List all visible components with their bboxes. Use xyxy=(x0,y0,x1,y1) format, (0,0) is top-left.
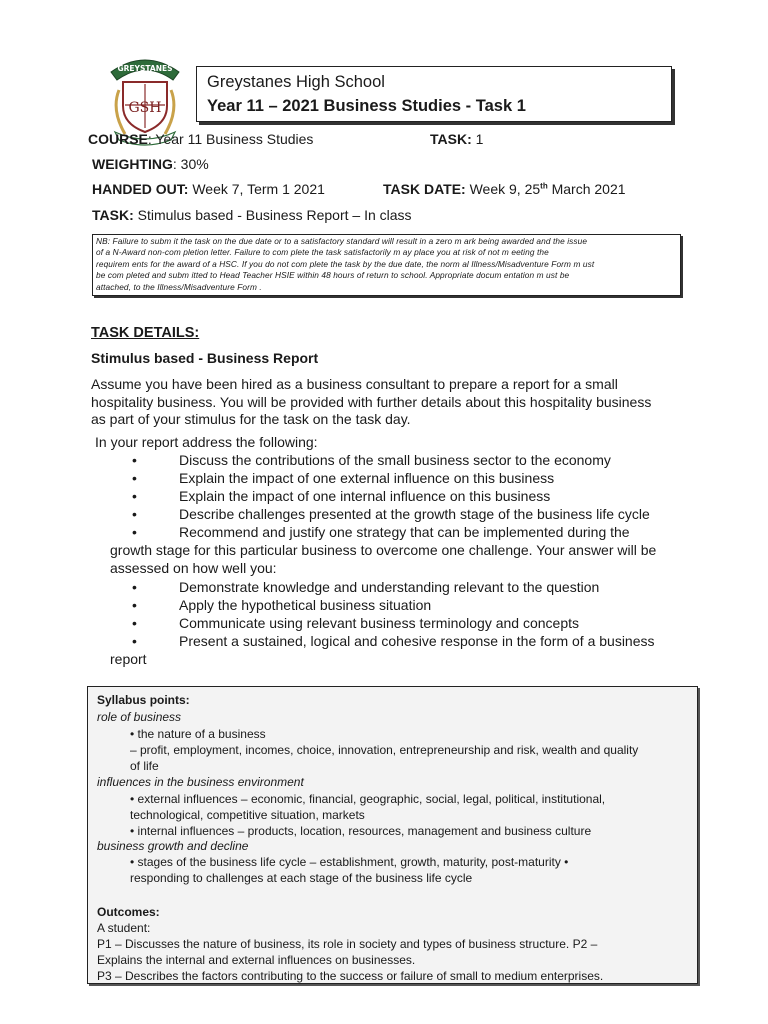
nb-line: NB: Failure to subm it the task on the due date or to a satisfactory standard will result in a zero m ark being awarded and the issue xyxy=(96,236,588,246)
intro-line: Assume you have been hired as a business consultant to prepare a report for a small xyxy=(91,376,618,392)
bullet-icon: • xyxy=(132,452,137,468)
weighting-value: : 30% xyxy=(172,156,209,172)
outcome-line: P3 – Describes the factors contributing to the success or failure of small to medium enterprises. xyxy=(97,969,604,983)
svg-text:GREYSTANES: GREYSTANES xyxy=(117,64,173,73)
course-value: : Year 11 Business Studies xyxy=(147,131,314,147)
task-details-heading: TASK DETAILS: xyxy=(91,325,200,341)
syllabus-point: • the nature of a business xyxy=(130,727,266,741)
intro-line: as part of your stimulus for the task on the task day. xyxy=(91,411,411,427)
syllabus-point: of life xyxy=(130,759,159,773)
bullet-icon: • xyxy=(132,506,137,522)
nb-line: requirem ents for the award of a HSC. If you do not com plete the task by the due date, the norm al Illness/Misadventure Form m ust xyxy=(96,258,595,269)
outcome-line: A student: xyxy=(97,921,151,935)
nb-line: be com pleted and subm itted to Head Teacher HSIE within 48 hours of return to school. Appropriate docum entation m ust be xyxy=(96,270,570,281)
weighting-row xyxy=(92,156,209,172)
handed-out-value: Week 7, Term 1 2021 xyxy=(188,181,325,197)
bullet-icon: • xyxy=(132,579,137,595)
task-date-suffix: th xyxy=(540,181,548,191)
header-box xyxy=(196,66,672,122)
task-title: Year 11 – 2021 Business Studies - Task 1 xyxy=(207,97,526,115)
task-number-label: TASK: xyxy=(430,131,472,147)
task-type-value: Stimulus based - Business Report – In class xyxy=(133,207,412,223)
outcomes-heading: Outcomes: xyxy=(97,905,160,919)
nb-line: attached, to the Illness/Misadventure Form . xyxy=(96,281,262,292)
intro-paragraph xyxy=(91,376,681,429)
criteria-continuation: report xyxy=(110,651,147,667)
task-date-month: March 2021 xyxy=(547,181,626,197)
syllabus-topic: role of business xyxy=(97,710,182,724)
weighting-label: WEIGHTING xyxy=(92,156,173,172)
bullet-icon: • xyxy=(132,488,137,504)
school-name: Greystanes High School xyxy=(207,73,385,91)
handed-out-row xyxy=(92,181,325,197)
course-label: COURSE xyxy=(88,131,148,147)
bullet-icon: • xyxy=(132,470,137,486)
intro-line: hospitality business. You will be provided with further details about this hospitality business xyxy=(91,393,652,410)
syllabus-topic: influences in the business environment xyxy=(97,775,304,789)
bullet-icon: • xyxy=(132,597,137,613)
syllabus-topic: business growth and decline xyxy=(97,839,249,853)
outcome-line: P1 – Discusses the nature of business, its role in society and types of business structure. P2 – xyxy=(97,937,598,951)
task-number-row xyxy=(430,131,483,147)
task-date-row xyxy=(383,181,626,197)
handed-out-label: HANDED OUT: xyxy=(92,181,189,197)
syllabus-heading: Syllabus points: xyxy=(97,693,190,707)
syllabus-box xyxy=(87,686,698,984)
bullet-icon: • xyxy=(132,524,137,540)
nb-line: of a N-Award non-com pletion letter. Failure to com plete the task satisfactorily m ay place you at risk of not m eeting the xyxy=(96,247,549,258)
svg-text:GSH: GSH xyxy=(128,100,162,116)
syllabus-point: • stages of the business life cycle – establishment, growth, maturity, post-maturity • xyxy=(130,855,569,869)
outcome-line: Explains the internal and external influences on businesses. xyxy=(97,953,416,967)
requirement-continuation: growth stage for this particular business to overcome one challenge. Your answer will be assessed on how well you: xyxy=(110,542,657,576)
task-date-label: TASK DATE: xyxy=(383,181,466,197)
course-row xyxy=(88,131,313,147)
nb-notice xyxy=(92,234,681,296)
syllabus-point: responding to challenges at each stage of the business life cycle xyxy=(130,871,473,885)
bullet-icon: • xyxy=(132,615,137,631)
syllabus-point: • internal influences – products, location, resources, management and business culture xyxy=(130,824,592,838)
task-type-label: TASK: xyxy=(92,207,134,223)
syllabus-point: • external influences – economic, financial, geographic, social, legal, political, institutional, xyxy=(130,792,606,806)
task-type-row xyxy=(92,207,412,223)
syllabus-point: technological, competitive situation, markets xyxy=(130,808,365,822)
stimulus-heading: Stimulus based - Business Report xyxy=(91,350,319,366)
bullet-icon: • xyxy=(132,633,137,649)
address-lead: In your report address the following: xyxy=(95,434,318,450)
task-date-value: Week 9, 25 xyxy=(465,181,541,197)
task-number-value: 1 xyxy=(471,131,484,147)
syllabus-point: – profit, employment, incomes, choice, innovation, entrepreneurship and risk, wealth and quality xyxy=(130,743,639,757)
